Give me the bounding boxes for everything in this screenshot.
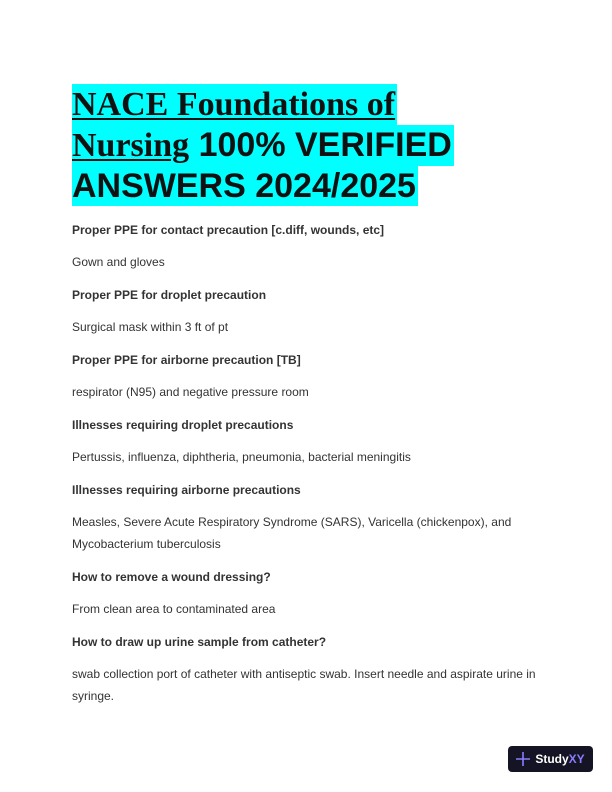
title-answers-year: ANSWERS 2024/2025 (72, 167, 416, 205)
answer: Measles, Severe Acute Respiratory Syndrome (SARS), Varicella (chickenpox), and Mycobacterium tuberculosis (72, 515, 512, 551)
title-line-2 (72, 125, 454, 166)
brand-logo-text (535, 752, 584, 766)
answer: swab collection port of catheter with antiseptic swab. Insert needle and aspirate urine in syringe. (72, 667, 536, 703)
answer: Surgical mask within 3 ft of pt (72, 320, 229, 334)
question: Illnesses requiring airborne precautions (72, 483, 301, 497)
qa-item-7 (72, 631, 552, 653)
answer-item-3 (72, 381, 552, 403)
qa-item-2 (72, 284, 552, 306)
answer-item-7 (72, 663, 552, 707)
question: How to draw up urine sample from catheter? (72, 635, 327, 649)
answer-item-5 (72, 511, 552, 555)
answer: From clean area to contaminated area (72, 602, 276, 616)
answer-item-2 (72, 316, 552, 338)
answer: Gown and gloves (72, 255, 165, 269)
brand-name-accent: XY (568, 752, 585, 766)
answer: Pertussis, influenza, diphtheria, pneumonia, bacterial meningitis (72, 450, 411, 464)
title-line-3 (72, 166, 418, 206)
answer-item-1 (72, 251, 552, 273)
question: How to remove a wound dressing? (72, 570, 271, 584)
qa-item-1 (72, 219, 552, 241)
title-verified: 100% VERIFIED (189, 126, 452, 164)
answer-item-4 (72, 446, 552, 468)
plus-sparkle-icon (516, 752, 530, 766)
document-title (72, 84, 492, 206)
qa-item-6 (72, 566, 552, 588)
brand-name-main: Study (535, 752, 569, 766)
title-course-name: NACE Foundations of (72, 86, 396, 123)
question: Illnesses requiring droplet precautions (72, 418, 294, 432)
qa-item-3 (72, 349, 552, 371)
qa-item-5 (72, 479, 552, 501)
answer: respirator (N95) and negative pressure room (72, 385, 309, 399)
question: Proper PPE for airborne precaution [TB] (72, 353, 301, 367)
title-line-1 (72, 84, 397, 125)
qa-item-4 (72, 414, 552, 436)
question: Proper PPE for droplet precaution (72, 288, 267, 302)
question: Proper PPE for contact precaution [c.diff, wounds, etc] (72, 223, 385, 237)
title-course-name-cont: Nursing (72, 127, 190, 164)
studyxy-badge[interactable] (508, 746, 593, 772)
answer-item-6 (72, 598, 552, 620)
